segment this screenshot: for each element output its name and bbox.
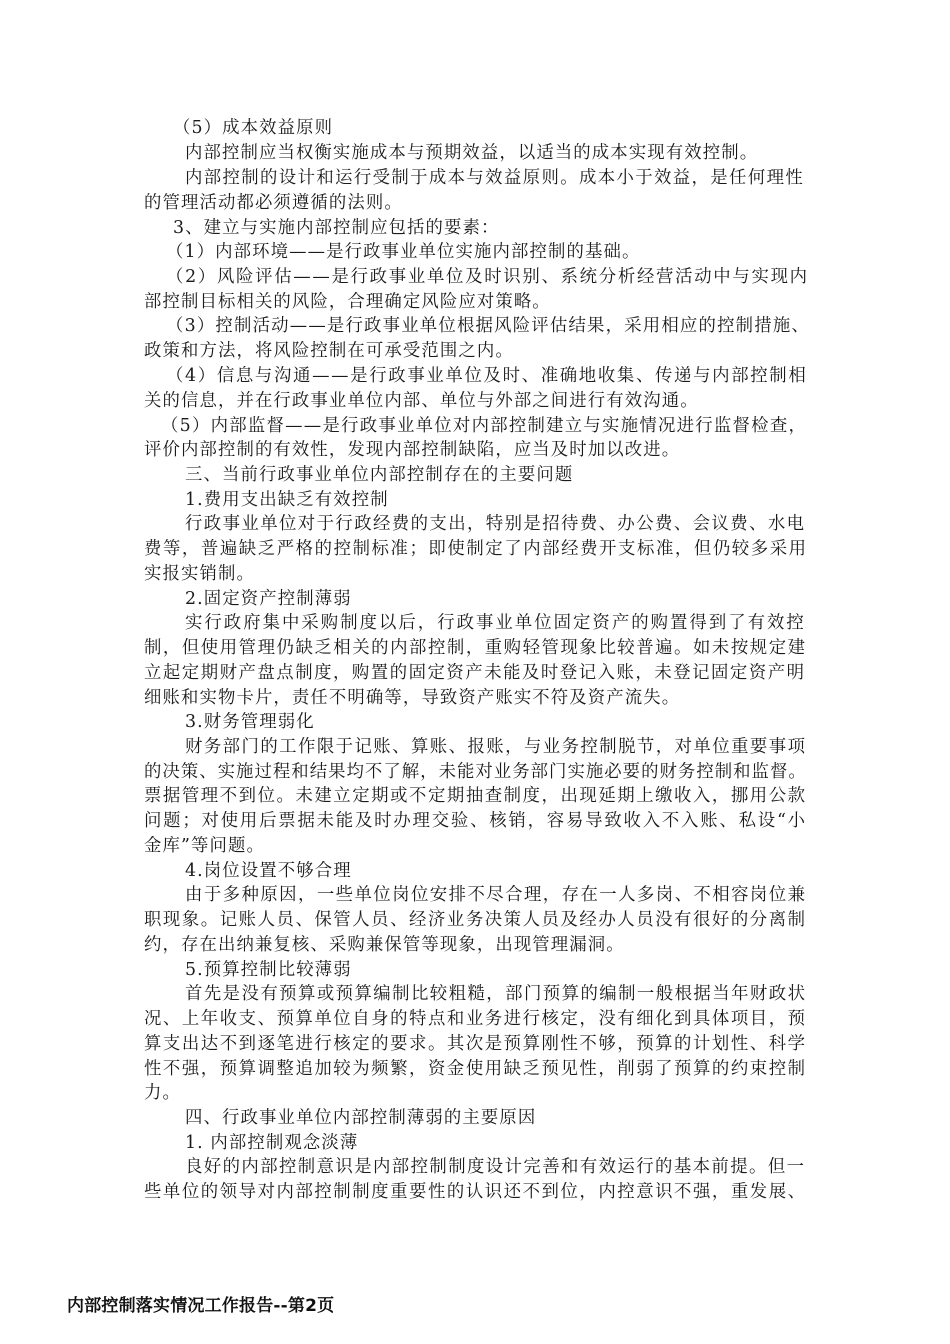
text-line: 实行政府集中采购制度以后，行政事业单位固定资产的购置得到了有效控: [185, 613, 806, 633]
text-line: 况、上年收支、预算单位自身的特点和业务进行核定，没有细化到具体项目，预: [144, 1009, 807, 1029]
text-line: 由于多种原因，一些单位岗位安排不尽合理，存在一人多岗、不相容岗位兼: [185, 885, 807, 905]
text-line: 3、建立与实施内部控制应包括的要素：: [173, 218, 500, 238]
text-line: 内部控制的设计和运行受制于成本与效益原则。成本小于效益，是任何理性: [185, 168, 805, 188]
text-line: 立起定期财产盘点制度，购置的固定资产未能及时登记入账，未登记固定资产明: [144, 663, 806, 683]
text-line: （4）信息与沟通——是行政事业单位及时、准确地收集、传递与内部控制相: [166, 366, 808, 386]
text-line: 问题；对使用后票据未能及时办理交验、核销，容易导致收入不入账、私设“小: [144, 811, 807, 831]
text-line: 票据管理不到位。未建立定期或不定期抽查制度，出现延期上缴收入，挪用公款: [144, 786, 807, 806]
text-line: 实报实销制。: [144, 564, 255, 584]
text-line: 制，但使用管理仍缺乏相关的内部控制，重购轻管现象比较普遍。如未按规定建: [144, 638, 807, 658]
text-line: 些单位的领导对内部控制制度重要性的认识还不到位，内控意识不强，重发展、: [144, 1182, 807, 1202]
text-line: （1）内部环境——是行政事业单位实施内部控制的基础。: [166, 242, 641, 262]
text-line: 算支出达不到逐笔进行核定的要求。其次是预算刚性不够，预算的计划性、科学: [144, 1034, 807, 1054]
text-line: 关的信息，并在行政事业单位内部、单位与外部之间进行有效沟通。: [144, 391, 699, 411]
text-line: 行政事业单位对于行政经费的支出，特别是招待费、办公费、会议费、水电: [185, 514, 806, 534]
text-line: 职现象。记账人员、保管人员、经济业务决策人员及经办人员没有很好的分离制: [144, 910, 807, 930]
text-line: （3）控制活动——是行政事业单位根据风险评估结果，采用相应的控制措施、: [166, 316, 810, 336]
text-line: 金库”等问题。: [144, 836, 265, 856]
text-line: 良好的内部控制意识是内部控制制度设计完善和有效运行的基本前提。但一: [185, 1157, 806, 1177]
text-line: （2）风险评估——是行政事业单位及时识别、系统分析经营活动中与实现内: [166, 267, 809, 287]
text-line: 部控制目标相关的风险，合理确定风险应对策略。: [144, 292, 551, 312]
text-line: 首先是没有预算或预算编制比较粗糙，部门预算的编制一般根据当年财政状: [185, 984, 807, 1004]
page-footer: 内部控制落实情况工作报告--第2页: [67, 1296, 335, 1316]
text-line: 细账和实物卡片，责任不明确等，导致资产账实不符及资产流失。: [144, 688, 681, 708]
text-line: 内部控制应当权衡实施成本与预期效益，以适当的成本实现有效控制。: [185, 143, 759, 163]
text-line: 财务部门的工作限于记账、算账、报账，与业务控制脱节，对单位重要事项: [185, 737, 807, 757]
text-line: 四、行政事业单位内部控制薄弱的主要原因: [185, 1108, 537, 1128]
text-line: 三、当前行政事业单位内部控制存在的主要问题: [185, 465, 574, 485]
text-line: 的决策、实施过程和结果均不了解，未能对业务部门实施必要的财务控制和监督。: [144, 762, 807, 782]
text-line: 5.预算控制比较薄弱: [185, 960, 352, 980]
text-line: 约，存在出纳兼复核、采购兼保管等现象，出现管理漏洞。: [144, 935, 625, 955]
text-line: 的管理活动都必须遵循的法则。: [144, 193, 403, 213]
text-line: （5）成本效益原则: [173, 118, 334, 138]
text-line: 1.费用支出缺乏有效控制: [185, 490, 389, 510]
text-line: 4.岗位设置不够合理: [185, 861, 352, 881]
text-line: （5）内部监督——是行政事业单位对内部控制建立与实施情况进行监督检查，: [161, 416, 808, 436]
text-line: 3.财务管理弱化: [185, 712, 315, 732]
text-line: 1. 内部控制观念淡薄: [185, 1133, 359, 1153]
text-line: 2.固定资产控制薄弱: [185, 589, 352, 609]
text-line: 力。: [144, 1083, 181, 1103]
text-line: 费等，普遍缺乏严格的控制标准；即使制定了内部经费开支标准，但仍较多采用: [144, 539, 808, 559]
text-line: 政策和方法，将风险控制在可承受范围之内。: [144, 341, 514, 361]
text-line: 性不强，预算调整追加较为频繁，资金使用缺乏预见性，削弱了预算的约束控制: [144, 1059, 807, 1079]
text-line: 评价内部控制的有效性，发现内部控制缺陷，应当及时加以改进。: [144, 440, 681, 460]
